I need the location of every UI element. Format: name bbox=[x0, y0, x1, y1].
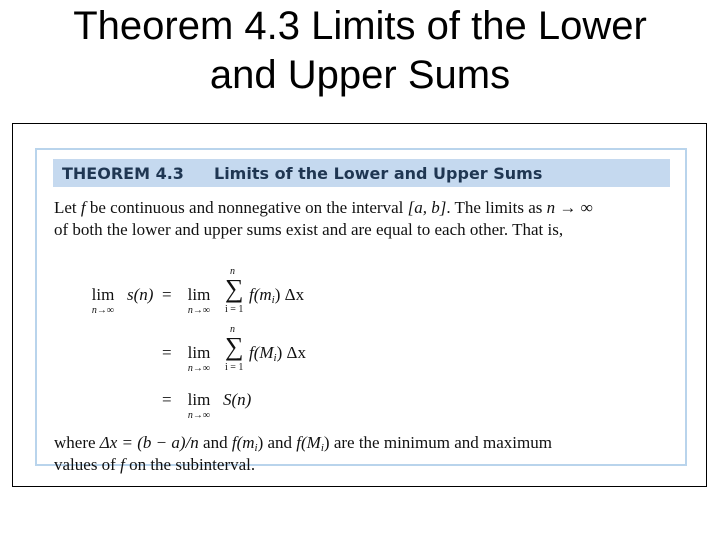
equals-sign: = bbox=[162, 285, 172, 304]
equals-sign: = bbox=[162, 390, 172, 409]
intro-text: Let bbox=[54, 198, 81, 217]
equation-row-1: lim n→∞ s(n) = lim n→∞ n ∑ i = 1 $f(m_i)$ Δx bbox=[91, 266, 305, 316]
limit-notation: n → ∞ bbox=[546, 198, 593, 217]
slide-title-line-1: Theorem 4.3 Limits of the Lower bbox=[73, 4, 647, 48]
intro-text: . The limits as bbox=[446, 198, 547, 217]
theorem-box bbox=[35, 148, 687, 474]
equals-sign: = bbox=[162, 343, 172, 362]
slide-title-line-2: and Upper Sums bbox=[209, 53, 511, 97]
theorem-intro-line-2: of both the lower and upper sums exist and are equal to each other. That is, bbox=[54, 220, 564, 239]
intro-text: be continuous and nonnegative on the interval bbox=[85, 198, 408, 217]
theorem-name: Limits of the Lower and Upper Sums bbox=[214, 164, 543, 183]
theorem-intro-line-1 bbox=[54, 197, 674, 219]
equation-row-2: = lim n→∞ n ∑ i = 1 $f(M_i)$ Δx bbox=[162, 324, 306, 374]
interval-notation: [a, b] bbox=[407, 198, 447, 217]
theorem-header bbox=[53, 159, 670, 187]
theorem-footer-line-1: where Δx = (b − a)/n and $f(m_i)$ and $f(M_i)$ are the minimum and maximum bbox=[54, 433, 552, 454]
theorem-number: THEOREM 4.3 bbox=[62, 164, 184, 183]
theorem-image-frame bbox=[12, 123, 707, 487]
function-symbol: f bbox=[80, 198, 86, 217]
upper-sum-term: S(n) bbox=[223, 390, 252, 409]
slide-title bbox=[0, 2, 720, 100]
equation-row-3: = lim n→∞ S(n) bbox=[162, 390, 252, 421]
summand-min: $f(m_i)$ Δx bbox=[249, 285, 305, 306]
summand-max: $f(M_i)$ Δx bbox=[249, 343, 306, 364]
delta-x-definition: Δx = (b − a)/n bbox=[99, 433, 199, 452]
theorem-footer-line-2: values of f on the subinterval. bbox=[54, 455, 256, 474]
lower-sum-term: s(n) bbox=[127, 285, 154, 304]
